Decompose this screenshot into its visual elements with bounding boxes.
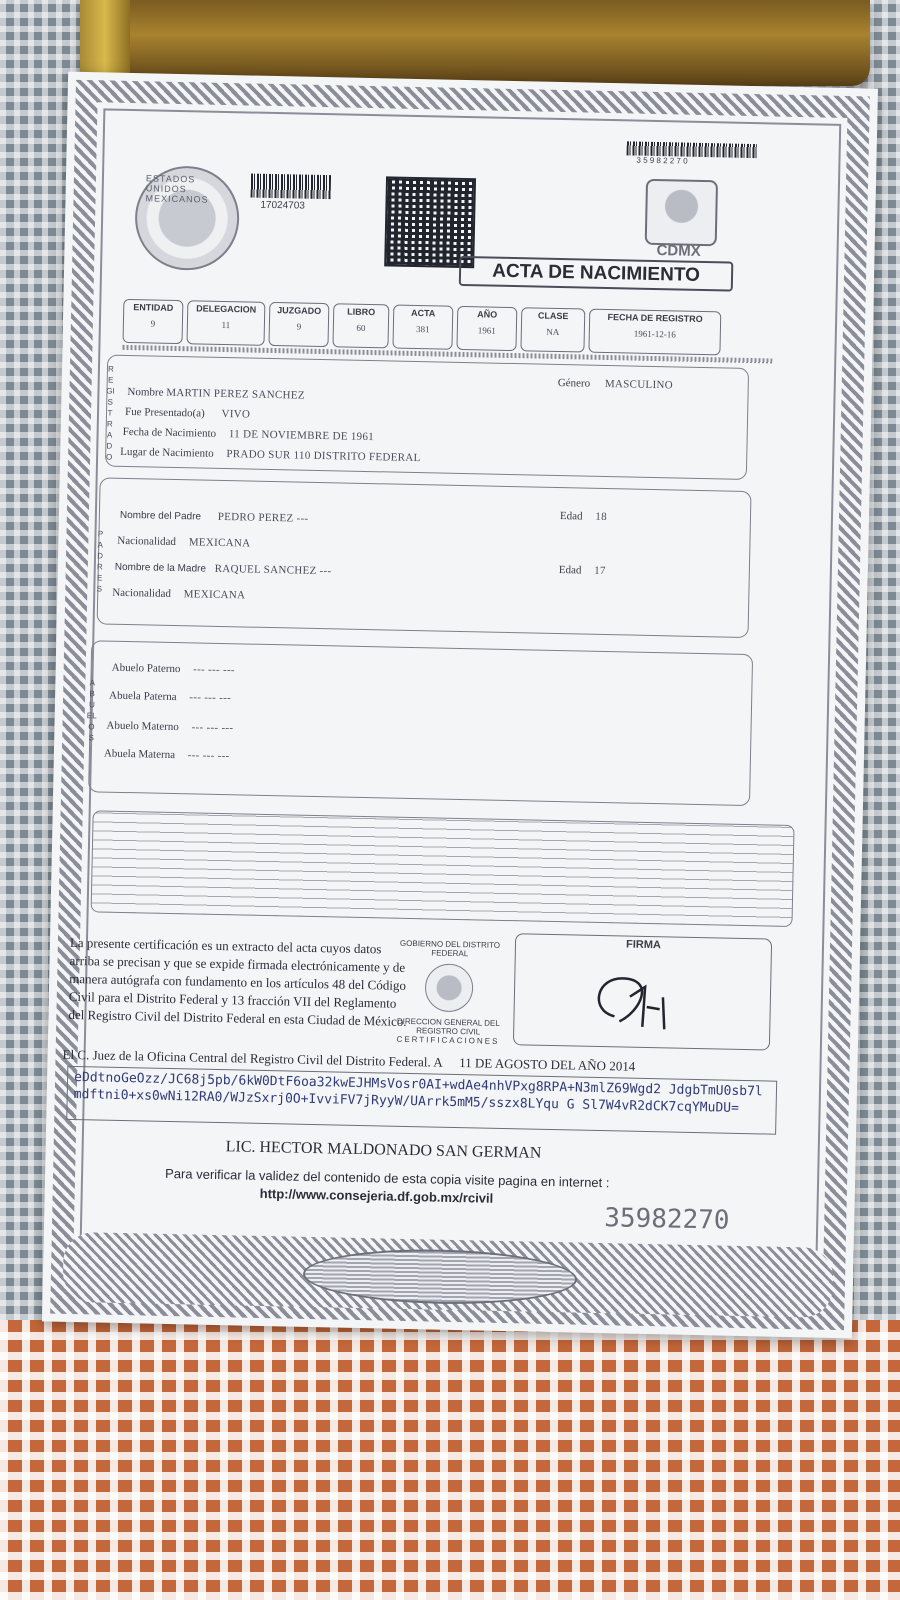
madre-value: RAQUEL SANCHEZ --- bbox=[214, 562, 332, 578]
nombre-label: Nombre bbox=[127, 385, 164, 399]
presentado-value: VIVO bbox=[221, 407, 251, 421]
genero-value: MASCULINO bbox=[604, 377, 674, 392]
legal-text: La presente certificación es un extracto del acta cuyos datos arriba se precisan y que se expide firmada electrónicamente y de manera autógrafa con fundamento en los artículos 48 del Código Civil para el Distrito Federal y 13 fracción VII del Reglamento del Registro Civil del Distrito Federal en esta Ciudad de México. bbox=[68, 934, 407, 1029]
presentado-label: Fue Presentado(a) bbox=[124, 405, 205, 420]
padre-edad-value: 18 bbox=[595, 510, 608, 524]
juez-text: El C. Juez de la Oficina Central del Registro Civil del Distrito Federal. A bbox=[62, 1046, 443, 1070]
field-fecha-registro: FECHA DE REGISTRO 1961-12-16 bbox=[588, 309, 721, 356]
gov-bottom-text: DIRECCION GENERAL DEL REGISTRO CIVIL bbox=[396, 1016, 500, 1037]
padre-label: Nombre del Padre bbox=[119, 509, 202, 523]
abuelo-materno-label: Abuelo Materno bbox=[106, 719, 180, 734]
field-anio: AÑO 1961 bbox=[456, 306, 517, 351]
fecha-expedicion: 11 DE AGOSTO DEL AÑO 2014 bbox=[459, 1055, 636, 1074]
document-tube bbox=[80, 0, 870, 86]
qr-code-icon bbox=[384, 176, 476, 268]
gov-certs-text: CERTIFICACIONES bbox=[396, 1034, 500, 1046]
document-title: ACTA DE NACIMIENTO bbox=[459, 256, 734, 292]
tablecloth-orange bbox=[0, 1320, 900, 1600]
registrado-section bbox=[105, 355, 749, 480]
fecha-nacimiento-label: Fecha de Nacimiento bbox=[122, 425, 217, 440]
field-delegacion: DELEGACION 11 bbox=[186, 300, 265, 346]
abuela-paterna-label: Abuela Paterna bbox=[108, 689, 177, 704]
field-acta: ACTA 381 bbox=[392, 305, 453, 350]
abuelo-paterno-value: --- --- --- bbox=[193, 663, 236, 677]
gov-seal-icon bbox=[425, 963, 474, 1012]
abuelos-side-label: ABUELOS bbox=[86, 678, 97, 743]
birth-certificate-sheet bbox=[42, 72, 878, 1339]
barcode-icon bbox=[251, 174, 331, 200]
registrado-side-label: REGISTRADO bbox=[105, 364, 115, 462]
field-juzgado: JUZGADO 9 bbox=[268, 302, 329, 347]
signature-icon bbox=[584, 966, 705, 1038]
annotations-lines bbox=[91, 810, 795, 927]
signature-box bbox=[513, 933, 772, 1050]
field-entidad: ENTIDAD 9 bbox=[123, 299, 184, 344]
verify-text: Para verificar la validez del contenido de esta copia visite pagina en internet : bbox=[164, 1165, 610, 1191]
nombre-value: MARTIN PEREZ SANCHEZ bbox=[166, 386, 305, 402]
abuela-paterna-value: --- --- --- bbox=[189, 691, 232, 705]
barcode-number: 17024703 bbox=[260, 199, 306, 212]
abuelo-materno-value: --- --- --- bbox=[191, 721, 234, 735]
gov-top-text: GOBIERNO DEL DISTRITO FEDERAL bbox=[399, 938, 501, 959]
genero-label: Género bbox=[557, 376, 591, 390]
abuela-materna-label: Abuela Materna bbox=[103, 747, 176, 762]
electronic-signature-hash: eDdtnoGeOzz/JC68j5pb/6kW0DtF6oa32kwEJHMsVosr0AI+wdAe4nhVPxg8RPA+N3mlZ69Wgd2 JdgbTmU0sb7lmdftni0+xs0wNi12RA0/WJzSxrj0O+IvviFV7jRyyW/UArrk5mM5/sszx8LYqu G Sl7W4vR2dCK7cqYMuDU= bbox=[66, 1066, 777, 1135]
madre-nacionalidad-label: Nacionalidad bbox=[112, 586, 172, 600]
cdmx-logo-icon bbox=[645, 179, 718, 246]
abuelo-paterno-label: Abuelo Paterno bbox=[111, 661, 181, 676]
madre-edad-label: Edad bbox=[558, 564, 582, 577]
field-libro: LIBRO 60 bbox=[332, 303, 389, 348]
padres-side-label: PADRES bbox=[96, 529, 104, 594]
lugar-nacimiento-label: Lugar de Nacimiento bbox=[120, 445, 214, 460]
padre-nacionalidad-value: MEXICANA bbox=[188, 536, 251, 550]
seal-text: ESTADOS UNIDOS MEXICANOS bbox=[145, 173, 209, 205]
gov-block bbox=[393, 939, 505, 1046]
madre-label: Nombre de la Madre bbox=[114, 561, 207, 575]
firma-label: FIRMA bbox=[625, 938, 662, 952]
cdmx-label: CDMX bbox=[656, 242, 701, 260]
verify-url[interactable]: http://www.consejeria.df.gob.mx/rcivil bbox=[259, 1185, 494, 1206]
abuela-materna-value: --- --- --- bbox=[187, 749, 230, 763]
padre-nacionalidad-label: Nacionalidad bbox=[117, 534, 177, 549]
field-clase: CLASE NA bbox=[520, 307, 585, 352]
signer-name: LIC. HECTOR MALDONADO SAN GERMAN bbox=[225, 1138, 542, 1162]
padre-value: PEDRO PEREZ --- bbox=[217, 510, 309, 525]
madre-edad-value: 17 bbox=[594, 564, 606, 578]
lugar-nacimiento-value: PRADO SUR 110 DISTRITO FEDERAL bbox=[226, 448, 421, 465]
madre-nacionalidad-value: MEXICANA bbox=[183, 588, 246, 602]
padres-section bbox=[97, 477, 752, 638]
abuelos-section bbox=[88, 640, 753, 806]
top-right-number: 3 5 9 8 2 2 7 0 bbox=[636, 155, 688, 166]
padre-edad-label: Edad bbox=[559, 510, 583, 523]
fecha-nacimiento-value: 11 DE NOVIEMBRE DE 1961 bbox=[228, 428, 375, 444]
folio-number: 35982270 bbox=[603, 1203, 730, 1236]
